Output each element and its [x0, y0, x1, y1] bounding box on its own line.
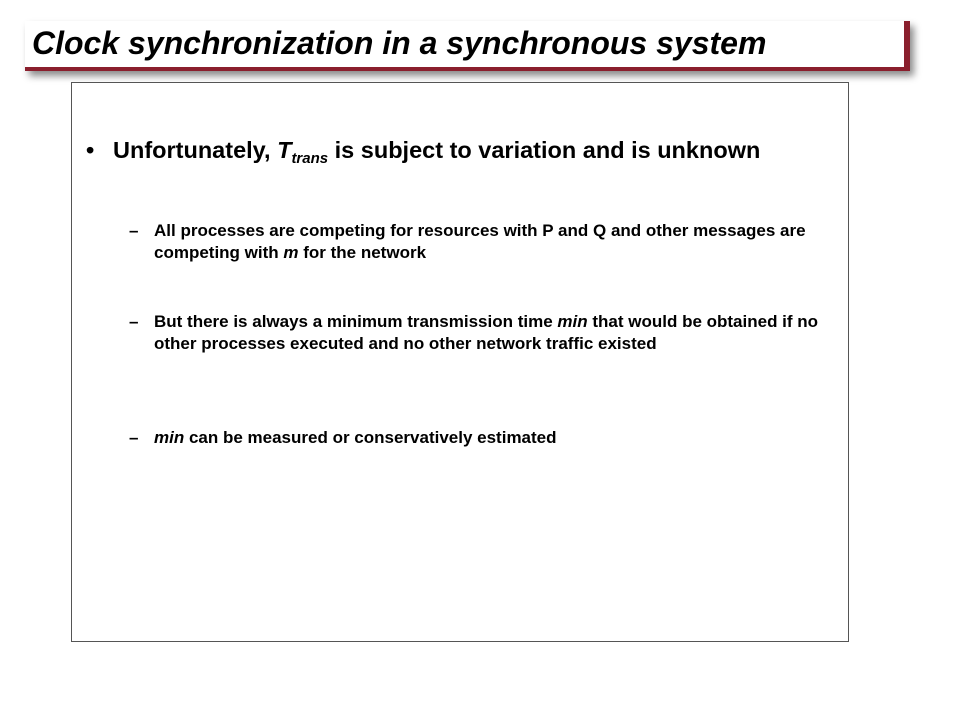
bullet-suffix: is subject to variation and is unknown: [328, 137, 761, 163]
title-banner: [25, 21, 910, 71]
bullet-marker: •: [86, 137, 95, 163]
m-variable: m: [283, 243, 299, 262]
subitem-marker: –: [129, 428, 139, 447]
subitem-marker: –: [129, 312, 139, 331]
subitem-text-part: All processes are competing for resources with P and Q and other messages are competing with: [154, 221, 806, 262]
subitem-text: [154, 311, 819, 355]
content-box: [71, 82, 849, 642]
min-variable: min: [557, 312, 588, 331]
subitem-text-part: for the network: [298, 243, 427, 262]
main-bullet-text: [113, 135, 822, 174]
subitem-text: [154, 220, 819, 264]
subitem-min-estimated: [129, 427, 819, 449]
subitem-text-part: that would be obtained if no other processes executed and no other network traffic existed: [154, 312, 819, 353]
bullet-prefix: Unfortunately,: [113, 137, 278, 163]
t-symbol: T: [277, 137, 292, 163]
subitem-text-part: can be measured or conservatively estimated: [184, 428, 557, 447]
slide-title: Clock synchronization in a synchronous system: [32, 25, 767, 61]
subitem-competing-resources: [129, 220, 819, 264]
subitem-marker: –: [129, 221, 139, 240]
trans-subscript: trans: [291, 150, 329, 167]
subitem-text-part: But there is always a minimum transmission time: [154, 312, 558, 331]
subitem-minimum-transmission-time: [129, 311, 819, 355]
subitem-text: [154, 427, 819, 449]
main-bullet: [82, 135, 822, 174]
min-variable: min: [154, 428, 185, 447]
